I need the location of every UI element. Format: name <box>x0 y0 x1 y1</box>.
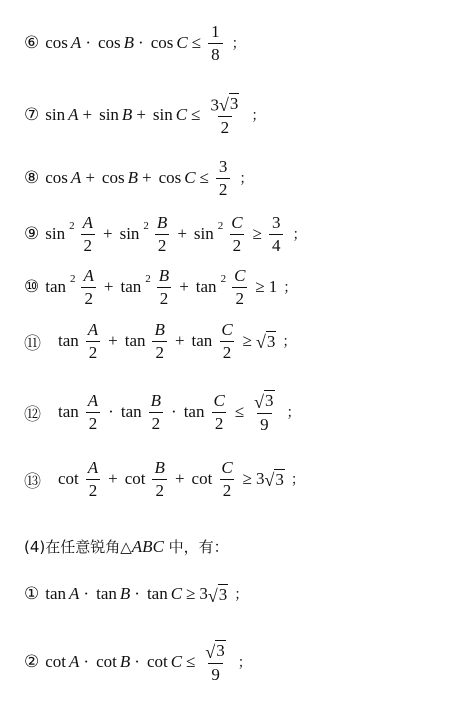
inequality-7: ⑦ sin A + sin B + sin C ≤ 3 √ 3 2 ； <box>24 94 266 138</box>
fraction: $\frac{B}{2}$ <box>152 458 168 500</box>
fraction: $\frac{C}{2}$ <box>221 458 233 500</box>
item-number: ⑬ <box>24 471 41 492</box>
item-number: ⑦ <box>24 105 40 126</box>
acute-inequality-1: ① tan A · tan B · tan C ≥ 3 √ 3 ； <box>24 584 249 606</box>
square-root: √ 3 <box>254 391 274 412</box>
fraction: $\frac{C}{2}$ <box>213 391 225 433</box>
inequality-8: ⑧ cos A + cos B + cos C ≤ $\frac{3}{2}$ ； <box>24 157 254 199</box>
fraction: $\frac{B}{2}$ <box>148 391 164 433</box>
square-root: √ 3 <box>264 469 284 491</box>
square-root: √ 3 <box>207 585 228 606</box>
fraction: $\frac{A}{2}$ <box>85 320 101 362</box>
item-number: ① <box>24 584 40 605</box>
item-number: ⑪ <box>24 333 41 354</box>
fraction: $\frac{B}{2}$ <box>154 213 170 255</box>
fraction: $\frac{3}{4}$ <box>269 213 284 255</box>
inequality-10: ⑩ tan 2 $\frac{A}{2}$ + tan 2 $\frac{B}{2}$ + tan 2 $\frac{C}{2}$ ≥ 1 ； <box>24 266 298 308</box>
inequality-9: ⑨ sin 2 $\frac{A}{2}$ + sin 2 $\frac{B}{2}$ + sin 2 $\frac{C}{2}$ ≥ $\frac{3}{4}$ ； <box>24 213 307 255</box>
fraction: $\frac{B}{2}$ <box>152 320 168 362</box>
square-root: √ 3 <box>256 331 276 353</box>
fraction: $\frac{3}{2}$ <box>216 157 231 199</box>
fraction: $\frac{A}{2}$ <box>85 391 101 433</box>
inequality-12: ⑫ tan $\frac{A}{2}$ · tan $\frac{B}{2}$ · tan $\frac{C}{2}$ ≤ √ 3 9 ； <box>24 391 301 435</box>
inequality-6: ⑥ cos A · cos B · cos C ≤ $\frac{1}{8}$ ； <box>24 22 246 64</box>
item-number: ⑫ <box>24 404 41 425</box>
fraction: $\frac{A}{2}$ <box>81 266 97 308</box>
inequality-11: ⑪ tan $\frac{A}{2}$ + tan $\frac{B}{2}$ + tan $\frac{C}{2}$ ≥ √ 3 ； <box>24 320 297 362</box>
item-number: ⑧ <box>24 168 40 189</box>
section-heading: (4)在任意锐角△ABC 中，有： <box>24 537 229 556</box>
fraction: $\frac{B}{2}$ <box>156 266 172 308</box>
fraction: $\frac{A}{2}$ <box>80 213 96 255</box>
item-number: ⑨ <box>24 224 40 245</box>
square-root: √ 3 <box>205 641 225 662</box>
fraction: 3 √ 3 2 <box>210 94 239 138</box>
fraction: √ 3 9 <box>205 641 225 685</box>
fraction: $\frac{C}{2}$ <box>231 213 243 255</box>
item-number: ⑥ <box>24 33 40 54</box>
fraction: $\frac{A}{2}$ <box>85 458 101 500</box>
item-number: ⑩ <box>24 277 40 298</box>
fraction: $\frac{C}{2}$ <box>221 320 233 362</box>
fraction: √ 3 9 <box>254 391 274 435</box>
fraction: $\frac{1}{8}$ <box>208 22 223 64</box>
fraction: $\frac{C}{2}$ <box>234 266 246 308</box>
inequality-13: ⑬ cot $\frac{A}{2}$ + cot $\frac{B}{2}$ + cot $\frac{C}{2}$ ≥ 3 √ 3 ； <box>24 458 305 500</box>
acute-inequality-2: ② cot A · cot B · cot C ≤ √ 3 9 ； <box>24 641 252 685</box>
item-number: ② <box>24 652 40 673</box>
square-root: √ 3 <box>218 94 239 115</box>
